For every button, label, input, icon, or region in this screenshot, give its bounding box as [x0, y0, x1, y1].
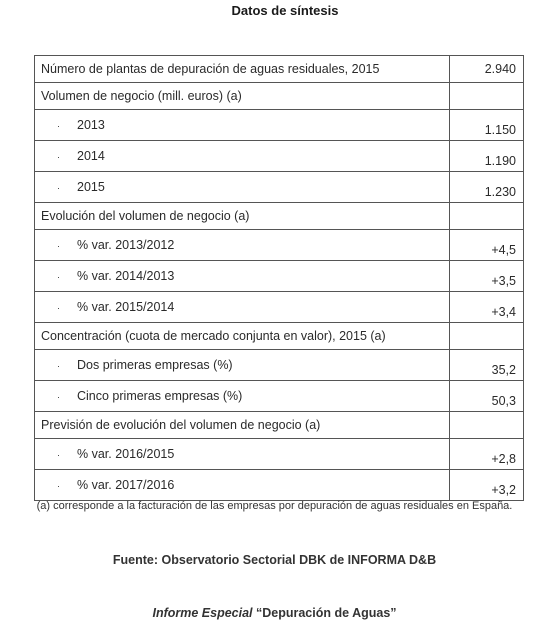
footnote: (a) corresponde a la facturación de las empresas por depuración de aguas residuales en España. [36, 500, 513, 512]
row-label-cell [35, 381, 450, 412]
row-label: 2013 [77, 118, 105, 132]
table-row [35, 203, 524, 230]
row-label-cell [35, 141, 450, 172]
table-subrow [35, 230, 524, 261]
bullet-icon: · [57, 391, 60, 402]
special-report-line [0, 606, 549, 620]
row-label-cell [35, 203, 450, 230]
summary-table [34, 55, 524, 501]
page-title: Datos de síntesis [231, 3, 339, 18]
row-label: % var. 2014/2013 [77, 269, 175, 283]
table-row [35, 323, 524, 350]
row-value [450, 83, 524, 110]
row-label: Cinco primeras empresas (%) [77, 389, 243, 403]
bullet-icon: · [57, 120, 60, 131]
row-label-cell [35, 470, 450, 501]
row-value: 1.190 [450, 141, 524, 172]
row-label: Dos primeras empresas (%) [77, 358, 233, 372]
row-label-cell [35, 292, 450, 323]
row-label-cell [35, 110, 450, 141]
row-value: +3,2 [450, 470, 524, 501]
special-report-title: “Depuración de Aguas” [252, 606, 397, 620]
row-label-cell [35, 323, 450, 350]
row-value: +4,5 [450, 230, 524, 261]
row-label: 2015 [77, 180, 105, 194]
table-subrow [35, 381, 524, 412]
bullet-icon: · [57, 360, 60, 371]
bullet-icon: · [57, 151, 60, 162]
row-value: +3,4 [450, 292, 524, 323]
table-subrow [35, 261, 524, 292]
bullet-icon: · [57, 271, 60, 282]
table-subrow [35, 470, 524, 501]
row-label: Concentración (cuota de mercado conjunta en valor), 2015 (a) [41, 329, 386, 343]
table-subrow [35, 110, 524, 141]
summary-table-body [35, 56, 524, 501]
row-label: % var. 2016/2015 [77, 447, 175, 461]
row-label: Previsión de evolución del volumen de negocio (a) [41, 418, 321, 432]
row-label-cell [35, 56, 450, 83]
row-label-cell [35, 261, 450, 292]
bullet-icon: · [57, 480, 60, 491]
row-label-cell [35, 350, 450, 381]
table-row [35, 56, 524, 83]
row-label: Número de plantas de depuración de aguas residuales, 2015 [41, 62, 380, 76]
row-value [450, 203, 524, 230]
row-label: % var. 2015/2014 [77, 300, 175, 314]
row-label-cell [35, 230, 450, 261]
row-value [450, 323, 524, 350]
table-subrow [35, 439, 524, 470]
table-subrow [35, 172, 524, 203]
table-row [35, 83, 524, 110]
row-value: 35,2 [450, 350, 524, 381]
row-value: +2,8 [450, 439, 524, 470]
row-label-cell [35, 439, 450, 470]
row-value: 50,3 [450, 381, 524, 412]
table-subrow [35, 292, 524, 323]
row-label: 2014 [77, 149, 105, 163]
bullet-icon: · [57, 302, 60, 313]
special-report-italic: Informe Especial [152, 606, 253, 620]
table-subrow [35, 141, 524, 172]
row-label: Volumen de negocio (mill. euros) (a) [41, 89, 242, 103]
row-label-cell [35, 83, 450, 110]
table-row [35, 412, 524, 439]
bullet-icon: · [57, 449, 60, 460]
bullet-icon: · [57, 182, 60, 193]
row-label: Evolución del volumen de negocio (a) [41, 209, 250, 223]
row-value: 2.940 [450, 56, 524, 83]
row-label-cell [35, 172, 450, 203]
row-value: 1.230 [450, 172, 524, 203]
table-subrow [35, 350, 524, 381]
row-label: % var. 2017/2016 [77, 478, 175, 492]
row-label-cell [35, 412, 450, 439]
row-value [450, 412, 524, 439]
row-label: % var. 2013/2012 [77, 238, 175, 252]
source-line: Fuente: Observatorio Sectorial DBK de INFORMA D&B [112, 553, 437, 567]
bullet-icon: · [57, 240, 60, 251]
row-value: 1.150 [450, 110, 524, 141]
row-value: +3,5 [450, 261, 524, 292]
